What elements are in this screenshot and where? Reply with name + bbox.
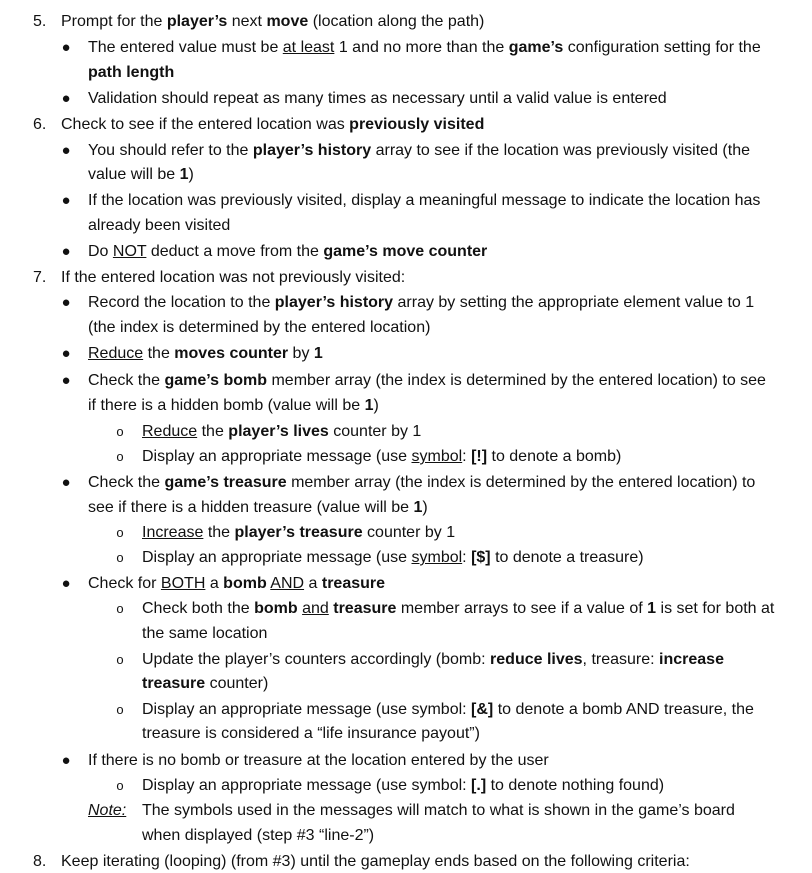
step-6-bullet-2-cont: already been visited	[88, 217, 231, 234]
circle-bullet-icon: o	[116, 702, 124, 717]
step-7-bullet-5-sub-1-cont: the same location	[142, 625, 268, 642]
bullet-icon: ●	[61, 192, 71, 209]
bullet-icon: ●	[61, 142, 71, 159]
circle-bullet-icon: o	[116, 424, 124, 439]
step-7-bullet-2: Reduce the moves counter by 1	[88, 345, 323, 362]
bullet-icon: ●	[61, 752, 71, 769]
bullet-icon: ●	[61, 39, 71, 56]
step-8-number: 8.	[33, 853, 47, 870]
note-label: Note:	[88, 802, 127, 819]
step-7-bullet-1-cont: (the index is determined by the entered location)	[88, 319, 431, 336]
note-text-cont: when displayed (step #3 “line-2”)	[142, 827, 375, 844]
step-5-text: Prompt for the player’s next move (location along the path)	[61, 13, 485, 30]
step-5-bullet-1-cont: path length	[88, 64, 175, 81]
bullet-icon: ●	[61, 90, 71, 107]
circle-bullet-icon: o	[116, 652, 124, 667]
step-7-bullet-6: If there is no bomb or treasure at the location entered by the user	[88, 752, 549, 769]
step-7-bullet-3: Check the game’s bomb member array (the index is determined by the entered location) to see	[88, 372, 766, 389]
step-7-bullet-3-sub-2: Display an appropriate message (use symbol: [!] to denote a bomb)	[142, 448, 622, 465]
circle-bullet-icon: o	[116, 525, 124, 540]
circle-bullet-icon: o	[116, 449, 124, 464]
step-6-bullet-1-cont: value will be 1)	[88, 166, 194, 183]
step-5-bullet-2: Validation should repeat as many times as necessary until a valid value is entered	[88, 90, 667, 107]
step-7-bullet-4-sub-2: Display an appropriate message (use symbol: [$] to denote a treasure)	[142, 549, 644, 566]
step-7-bullet-3-cont: if there is a hidden bomb (value will be 1)	[88, 397, 379, 414]
bullet-icon: ●	[61, 372, 71, 389]
step-7-bullet-4-cont: see if there is a hidden treasure (value will be 1)	[88, 499, 428, 516]
step-6-bullet-3: Do NOT deduct a move from the game’s move counter	[88, 243, 488, 260]
step-7-bullet-5: Check for BOTH a bomb AND a treasure	[88, 575, 386, 592]
step-7-bullet-1: Record the location to the player’s history array by setting the appropriate element value to 1	[88, 294, 755, 311]
step-7-text: If the entered location was not previously visited:	[61, 269, 406, 286]
circle-bullet-icon: o	[116, 550, 124, 565]
step-7-bullet-4: Check the game’s treasure member array (the index is determined by the entered location) to	[88, 474, 756, 491]
bullet-icon: ●	[61, 575, 71, 592]
step-7-bullet-6-sub-1: Display an appropriate message (use symbol: [.] to denote nothing found)	[142, 777, 665, 794]
step-7-bullet-5-sub-3: Display an appropriate message (use symbol: [&] to denote a bomb AND treasure, the	[142, 701, 754, 718]
step-6-bullet-1: You should refer to the player’s history array to see if the location was previously visited (the	[88, 142, 750, 159]
step-7-bullet-4-sub-1: Increase the player’s treasure counter by 1	[142, 524, 456, 541]
step-5-number: 5.	[33, 13, 47, 30]
step-7-number: 7.	[33, 269, 47, 286]
step-7-bullet-3-sub-1: Reduce the player’s lives counter by 1	[142, 423, 422, 440]
bullet-icon: ●	[61, 294, 71, 311]
step-8-text: Keep iterating (looping) (from #3) until the gameplay ends based on the following criteria:	[61, 853, 690, 870]
bullet-icon: ●	[61, 345, 71, 362]
note-text: The symbols used in the messages will match to what is shown in the game’s board	[142, 802, 735, 819]
step-6-number: 6.	[33, 116, 47, 133]
step-5-bullet-1: The entered value must be at least 1 and no more than the game’s configuration setting for the	[88, 39, 761, 56]
bullet-icon: ●	[61, 243, 71, 260]
step-7-bullet-5-sub-3-cont: treasure is considered a “life insurance payout”)	[142, 725, 480, 742]
step-7-bullet-5-sub-2-cont: treasure counter)	[142, 675, 269, 692]
step-6-bullet-2: If the location was previously visited, display a meaningful message to indicate the location has	[88, 192, 761, 209]
step-7-bullet-5-sub-2: Update the player’s counters accordingly (bomb: reduce lives, treasure: increase	[142, 651, 724, 668]
circle-bullet-icon: o	[116, 778, 124, 793]
bullet-icon: ●	[61, 474, 71, 491]
circle-bullet-icon: o	[116, 601, 124, 616]
step-6-text: Check to see if the entered location was previously visited	[61, 116, 485, 133]
step-7-bullet-5-sub-1: Check both the bomb and treasure member arrays to see if a value of 1 is set for both at	[142, 600, 775, 617]
